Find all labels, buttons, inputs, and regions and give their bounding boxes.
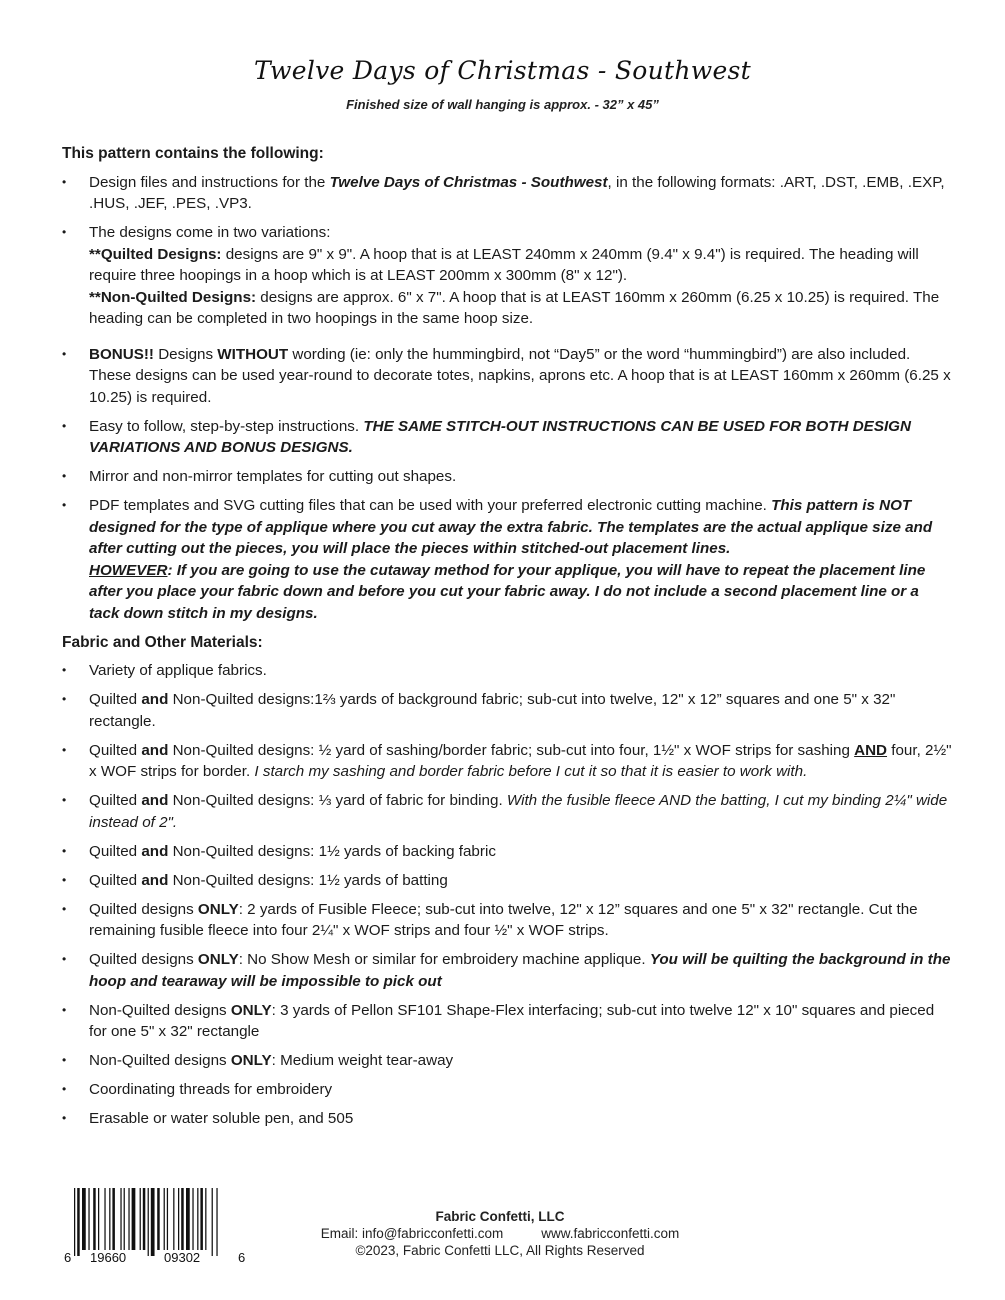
- barcode-bar: [192, 1188, 193, 1250]
- footer-contact: [290, 1225, 710, 1242]
- barcode-digit-2: 19660: [90, 1250, 127, 1265]
- footer-email: Email: info@fabricconfetti.com: [320, 1226, 504, 1241]
- list-item: • Quilted and Non-Quilted designs:1⅔ yards of background fabric; sub-cut into twelve, 12" x 12” squares and one 5" x 32" rectangle.: [62, 689, 952, 732]
- barcode-bar: [186, 1188, 190, 1250]
- barcode-digit-3: 09302: [164, 1250, 201, 1265]
- barcode-bar: [140, 1188, 141, 1250]
- barcode-bar: [124, 1188, 125, 1250]
- barcode: [62, 1188, 247, 1270]
- barcode-bar: [167, 1188, 168, 1250]
- barcode-bar: [164, 1188, 165, 1250]
- barcode-digit-4: 6: [238, 1250, 246, 1265]
- list-item: • Easy to follow, step-by-step instructions. THE SAME STITCH-OUT INSTRUCTIONS CAN BE USED FOR BOTH DESIGN VARIATIONS AND BONUS DESIGNS.: [62, 416, 952, 459]
- barcode-bar: [216, 1188, 217, 1256]
- barcode-bar: [120, 1188, 121, 1250]
- list-item: • Quilted and Non-Quilted designs: 1½ yards of batting: [62, 870, 952, 892]
- footer-website: www.fabricconfetti.com: [541, 1226, 680, 1241]
- barcode-bar: [205, 1188, 206, 1250]
- contains-list: [62, 172, 952, 625]
- list-item: • Variety of applique fabrics.: [62, 660, 952, 682]
- footer-company: Fabric Confetti, LLC: [435, 1209, 565, 1224]
- barcode-bar: [173, 1188, 174, 1250]
- list-item: • Erasable or water soluble pen, and 505: [62, 1108, 952, 1130]
- contains-heading: This pattern contains the following:: [62, 145, 324, 162]
- list-item: • Design files and instructions for the Twelve Days of Christmas - Southwest, in the following formats: .ART, .DST, .EMB, .EXP, .HUS, .JEF, .PES, .VP3.: [62, 172, 952, 215]
- list-item: • The designs come in two variations: **Quilted Designs: designs are 9" x 9". A hoop that is at LEAST 240mm x 240mm (9.4" x 9.4") is required. The heading will require three hoopings in a hoop which is at LEAST 200mm x 300mm (8" x 12"). **Non-Quilted Designs: designs are approx. 6" x 7". A hoop that is at LEAST 160mm x 260mm (6.25 x 10.25) is required. The heading can be completed in two hoopings in the same hoop size.: [62, 222, 952, 330]
- barcode-bar: [93, 1188, 96, 1250]
- barcode-bar: [98, 1188, 99, 1250]
- page-title: Twelve Days of Christmas - Southwest: [253, 56, 752, 85]
- barcode-bar: [212, 1188, 213, 1256]
- materials-list: [62, 660, 952, 1130]
- list-item: • PDF templates and SVG cutting files that can be used with your preferred electronic cutting machine. This pattern is NOT designed for the type of applique where you cut away the extra fabric. The templates are the actual applique size and after cutting out the pieces, you will place the pieces within stitched-out placement lines. HOWEVER: If you are going to use the cutaway method for your applique, you will have to repeat the placement line after you place your fabric down and before you cut your fabric away. I do not include a second placement line or a tack down stitch in my designs.: [62, 495, 952, 624]
- barcode-bar: [82, 1188, 86, 1250]
- page-subtitle: Finished size of wall hanging is approx. - 32” x 45”: [346, 97, 659, 112]
- barcode-bar: [148, 1188, 149, 1256]
- barcode-bar: [104, 1188, 105, 1250]
- content: [62, 143, 952, 1137]
- list-item: • BONUS!! Designs WITHOUT wording (ie: only the hummingbird, not “Day5” or the word “hummingbird”) are also included. These designs can be used year-round to decorate totes, napkins, aprons etc. A hoop that is at LEAST 160mm x 260mm (6.25 x 10.25) is required.: [62, 344, 952, 409]
- barcode-bar: [88, 1188, 89, 1250]
- footer-copyright: ©2023, Fabric Confetti LLC, All Rights Reserved: [355, 1243, 645, 1258]
- list-item: • Non-Quilted designs ONLY: 3 yards of Pellon SF101 Shape-Flex interfacing; sub-cut into twelve 12" x 10" squares and pieced for one 5" x 32" rectangle: [62, 1000, 952, 1043]
- barcode-bar: [157, 1188, 160, 1250]
- list-item: • Quilted and Non-Quilted designs: 1½ yards of backing fabric: [62, 841, 952, 863]
- list-item: • Non-Quilted designs ONLY: Medium weight tear-away: [62, 1050, 952, 1072]
- barcode-bar: [178, 1188, 179, 1250]
- barcode-bar: [151, 1188, 155, 1256]
- footer: [290, 1208, 710, 1259]
- list-item: • Quilted and Non-Quilted designs: ½ yard of sashing/border fabric; sub-cut into four, 1½" x WOF strips for sashing AND four, 2½" x WOF strips for border. I starch my sashing and border fabric before I cut it so that it is easier to work with.: [62, 740, 952, 783]
- barcode-bar: [181, 1188, 184, 1250]
- list-item: • Quilted designs ONLY: 2 yards of Fusible Fleece; sub-cut into twelve, 12" x 12” squares and one 5" x 32" rectangle. Cut the remaining fusible fleece into four 2¼" x WOF strips and four ½" x WOF strips.: [62, 899, 952, 942]
- barcode-bar: [128, 1188, 129, 1250]
- barcode-bar: [132, 1188, 136, 1250]
- barcode-graphic: [62, 1188, 247, 1258]
- barcode-digit-1: 6: [64, 1250, 72, 1265]
- barcode-bar: [74, 1188, 75, 1256]
- list-item: • Quilted and Non-Quilted designs: ⅓ yard of fabric for binding. With the fusible fleece AND the batting, I cut my binding 2¼" wide instead of 2".: [62, 790, 952, 833]
- list-item: • Coordinating threads for embroidery: [62, 1079, 952, 1101]
- barcode-digits: [62, 1250, 247, 1270]
- materials-heading: Fabric and Other Materials:: [62, 633, 263, 651]
- barcode-bar: [77, 1188, 80, 1256]
- barcode-bar: [200, 1188, 203, 1250]
- barcode-bar: [109, 1188, 110, 1250]
- barcode-bar: [143, 1188, 146, 1250]
- barcode-bar: [112, 1188, 115, 1250]
- barcode-bar: [197, 1188, 198, 1250]
- list-item: • Quilted designs ONLY: No Show Mesh or similar for embroidery machine applique. You will be quilting the background in the hoop and tearaway will be impossible to pick out: [62, 949, 952, 992]
- list-item: • Mirror and non-mirror templates for cutting out shapes.: [62, 466, 952, 488]
